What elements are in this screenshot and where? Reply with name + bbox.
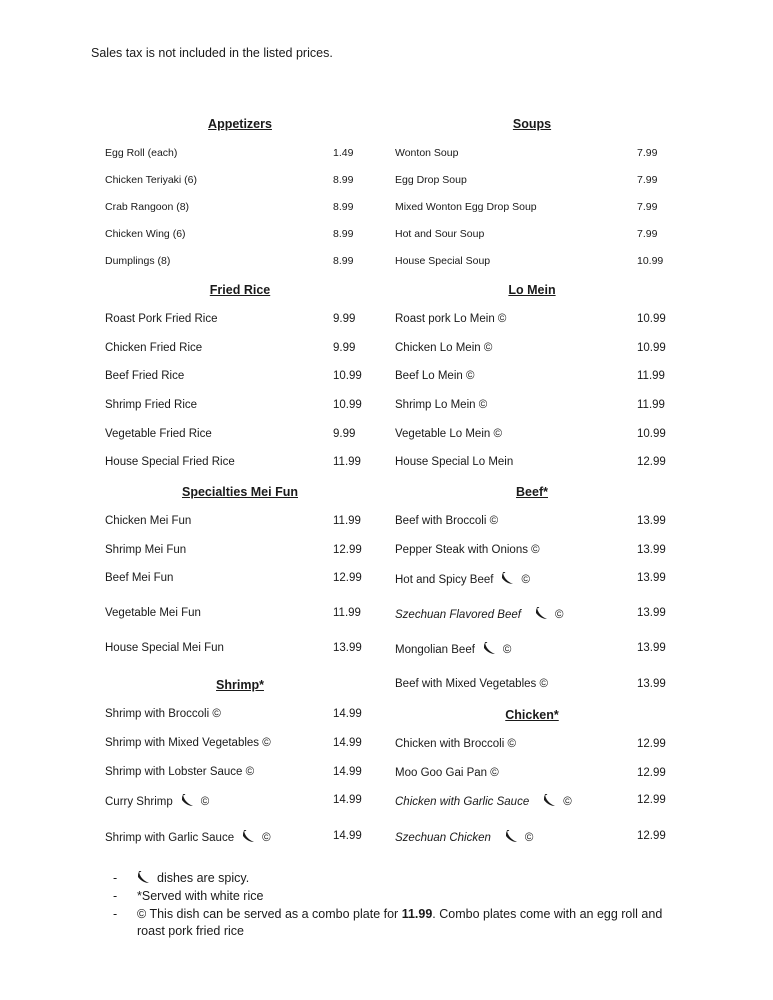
note-text: © This dish can be served as a combo plate for [137,907,402,921]
menu-item [102,370,402,386]
item-name: House Special Soup [395,255,491,267]
chili-pepper-icon [242,830,256,843]
item-name: Dumplings (8) [105,255,171,267]
item-price: 13.99 [637,642,666,654]
menu-item [392,342,692,358]
menu-item [102,607,402,623]
menu-item [392,255,692,271]
menu-item [102,147,402,163]
item-name: Vegetable Lo Mein © [395,428,502,440]
item-name: Beef with Mixed Vegetables © [395,678,548,690]
menu-item [102,255,402,271]
item-price: 14.99 [333,766,362,778]
item-price: 10.99 [637,313,666,325]
item-price: 1.49 [333,147,354,159]
item-price: 7.99 [637,174,658,186]
item-price: 12.99 [637,794,666,806]
note-dash: - [113,871,118,885]
chili-pepper-icon [505,830,519,843]
item-price: 13.99 [637,678,666,690]
item-price: 9.99 [333,313,356,325]
combo-mark: © [502,644,512,656]
item-name: Shrimp Fried Rice [105,399,198,411]
item-name: Shrimp with Lobster Sauce © [105,766,255,778]
item-price: 7.99 [637,228,658,240]
menu-item [102,399,402,415]
menu-item [392,228,692,244]
item-price: 11.99 [333,607,361,619]
section-title: Appetizers [208,117,272,131]
menu-item [392,794,692,810]
item-price: 13.99 [333,642,362,654]
item-price: 14.99 [333,794,362,806]
item-name: Chicken Lo Mein © [395,342,493,354]
item-name: Hot and Sour Soup [395,228,485,240]
menu-item [102,708,402,724]
item-price: 13.99 [637,607,666,619]
note-text: dishes are spicy. [157,871,250,885]
menu-item [102,544,402,560]
item-price: 10.99 [637,255,664,267]
combo-mark: © [563,796,572,808]
menu-item [102,642,402,658]
item-name: Szechuan Flavored Beef © [395,609,564,621]
item-price: 12.99 [637,830,666,842]
item-price: 14.99 [333,830,362,842]
item-price: 7.99 [637,147,658,159]
menu-item [392,830,692,846]
item-name: House Special Lo Mein [395,456,514,468]
item-name: Beef with Broccoli © [395,515,499,527]
item-name: Egg Roll (each) [105,147,178,159]
item-name: Shrimp with Mixed Vegetables © [105,737,271,749]
menu-item [102,174,402,190]
menu-item [392,767,692,783]
item-name: Mongolian Beef © [395,644,512,656]
item-name: Shrimp Mei Fun [105,544,187,556]
item-price: 12.99 [637,738,666,750]
combo-mark: © [554,609,564,621]
item-price: 9.99 [333,342,356,354]
chili-pepper-icon [535,607,549,620]
chili-pepper-icon [543,794,557,807]
item-name: Vegetable Mei Fun [105,607,201,619]
section-title: Lo Mein [508,283,556,297]
menu-item [392,370,692,386]
item-price: 9.99 [333,428,356,440]
item-price: 13.99 [637,572,666,584]
item-price: 7.99 [637,201,658,213]
item-name: Vegetable Fried Rice [105,428,212,440]
menu-item [102,766,402,782]
item-name: Pepper Steak with Onions © [395,544,540,556]
note-dash: - [113,907,118,921]
menu-item [102,572,402,588]
item-price: 8.99 [333,174,354,186]
note-text: . Combo plates come with an egg roll and roast pork fried rice [137,907,663,938]
item-name: House Special Fried Rice [105,456,235,468]
menu-item [392,174,692,190]
item-name: Beef Lo Mein © [395,370,475,382]
item-price: 11.99 [333,456,361,468]
item-name: Szechuan Chicken © [395,832,534,844]
item-name: Shrimp with Broccoli © [105,708,221,720]
tax-note: Sales tax is not included in the listed prices. [91,46,333,60]
item-name: Chicken Wing (6) [105,228,186,240]
menu-item [102,313,402,329]
chili-pepper-icon [137,871,151,884]
item-price: 8.99 [333,255,354,267]
item-price: 13.99 [637,515,666,527]
item-price: 11.99 [637,399,665,411]
item-name: Roast pork Lo Mein © [395,313,507,325]
section-title: Specialties Mei Fun [181,485,298,499]
item-price: 12.99 [637,456,666,468]
menu-item [102,201,402,217]
menu-item [392,147,692,163]
section-title: Fried Rice [209,283,271,297]
item-price: 13.99 [637,544,666,556]
chili-pepper-icon [501,572,515,585]
item-price: 14.99 [333,737,362,749]
item-name: Chicken with Broccoli © [395,738,516,750]
menu-item [102,515,402,531]
item-price: 8.99 [333,228,354,240]
menu-item [392,642,692,658]
item-price: 10.99 [637,342,666,354]
item-price: 10.99 [333,370,362,382]
item-name: House Special Mei Fun [105,642,224,654]
section-title: Shrimp* [216,678,264,692]
menu-item [392,313,692,329]
menu-item [392,607,692,623]
item-name: Beef Fried Rice [105,370,185,382]
section-title: Chicken* [505,708,559,722]
menu-item [102,737,402,753]
item-name: Hot and Spicy Beef © [395,574,530,586]
combo-mark: © [521,574,530,586]
menu-item [392,544,692,560]
chili-pepper-icon [181,794,195,807]
combo-mark: © [262,832,271,844]
item-name: Moo Goo Gai Pan © [395,767,499,779]
section-title: Beef* [516,485,548,499]
menu-item [392,428,692,444]
combo-mark: © [200,796,210,808]
menu-notes [113,870,673,941]
item-name: Wonton Soup [395,147,459,159]
item-name: Roast Pork Fried Rice [105,313,218,325]
menu-item [392,678,692,694]
item-price: 12.99 [637,767,666,779]
item-name: Egg Drop Soup [395,174,467,186]
item-name: Chicken Teriyaki (6) [105,174,198,186]
item-price: 14.99 [333,708,362,720]
menu-item [392,201,692,217]
item-name: Mixed Wonton Egg Drop Soup [395,201,537,213]
menu-item [102,830,402,846]
item-name: Chicken Mei Fun [105,515,192,527]
combo-price: 11.99 [401,907,433,921]
item-price: 10.99 [637,428,666,440]
menu-item [102,456,402,472]
item-name: Curry Shrimp © [105,796,210,808]
item-name: Crab Rangoon (8) [105,201,190,213]
item-price: 11.99 [637,370,665,382]
note-dash: - [113,889,118,903]
menu-item [102,794,402,810]
menu-item [392,456,692,472]
menu-item [392,572,692,588]
item-price: 12.99 [333,572,362,584]
item-name: Shrimp Lo Mein © [395,399,488,411]
item-price: 10.99 [333,399,362,411]
item-name: Beef Mei Fun [105,572,174,584]
menu-item [392,738,692,754]
section-title: Soups [512,117,552,131]
item-name: Chicken Fried Rice [105,342,203,354]
menu-item [102,342,402,358]
menu-item [392,399,692,415]
menu-item [102,428,402,444]
item-price: 12.99 [333,544,362,556]
menu-item [392,515,692,531]
chili-pepper-icon [483,642,497,655]
combo-mark: © [524,832,534,844]
item-price: 8.99 [333,201,354,213]
item-name: Chicken with Garlic Sauce © [395,796,572,808]
note-text: *Served with white rice [137,889,264,903]
note-spicy [113,870,673,887]
item-name: Shrimp with Garlic Sauce © [105,832,271,844]
menu-item [102,228,402,244]
item-price: 11.99 [333,515,361,527]
note-rice [113,888,673,905]
note-combo [113,906,673,940]
